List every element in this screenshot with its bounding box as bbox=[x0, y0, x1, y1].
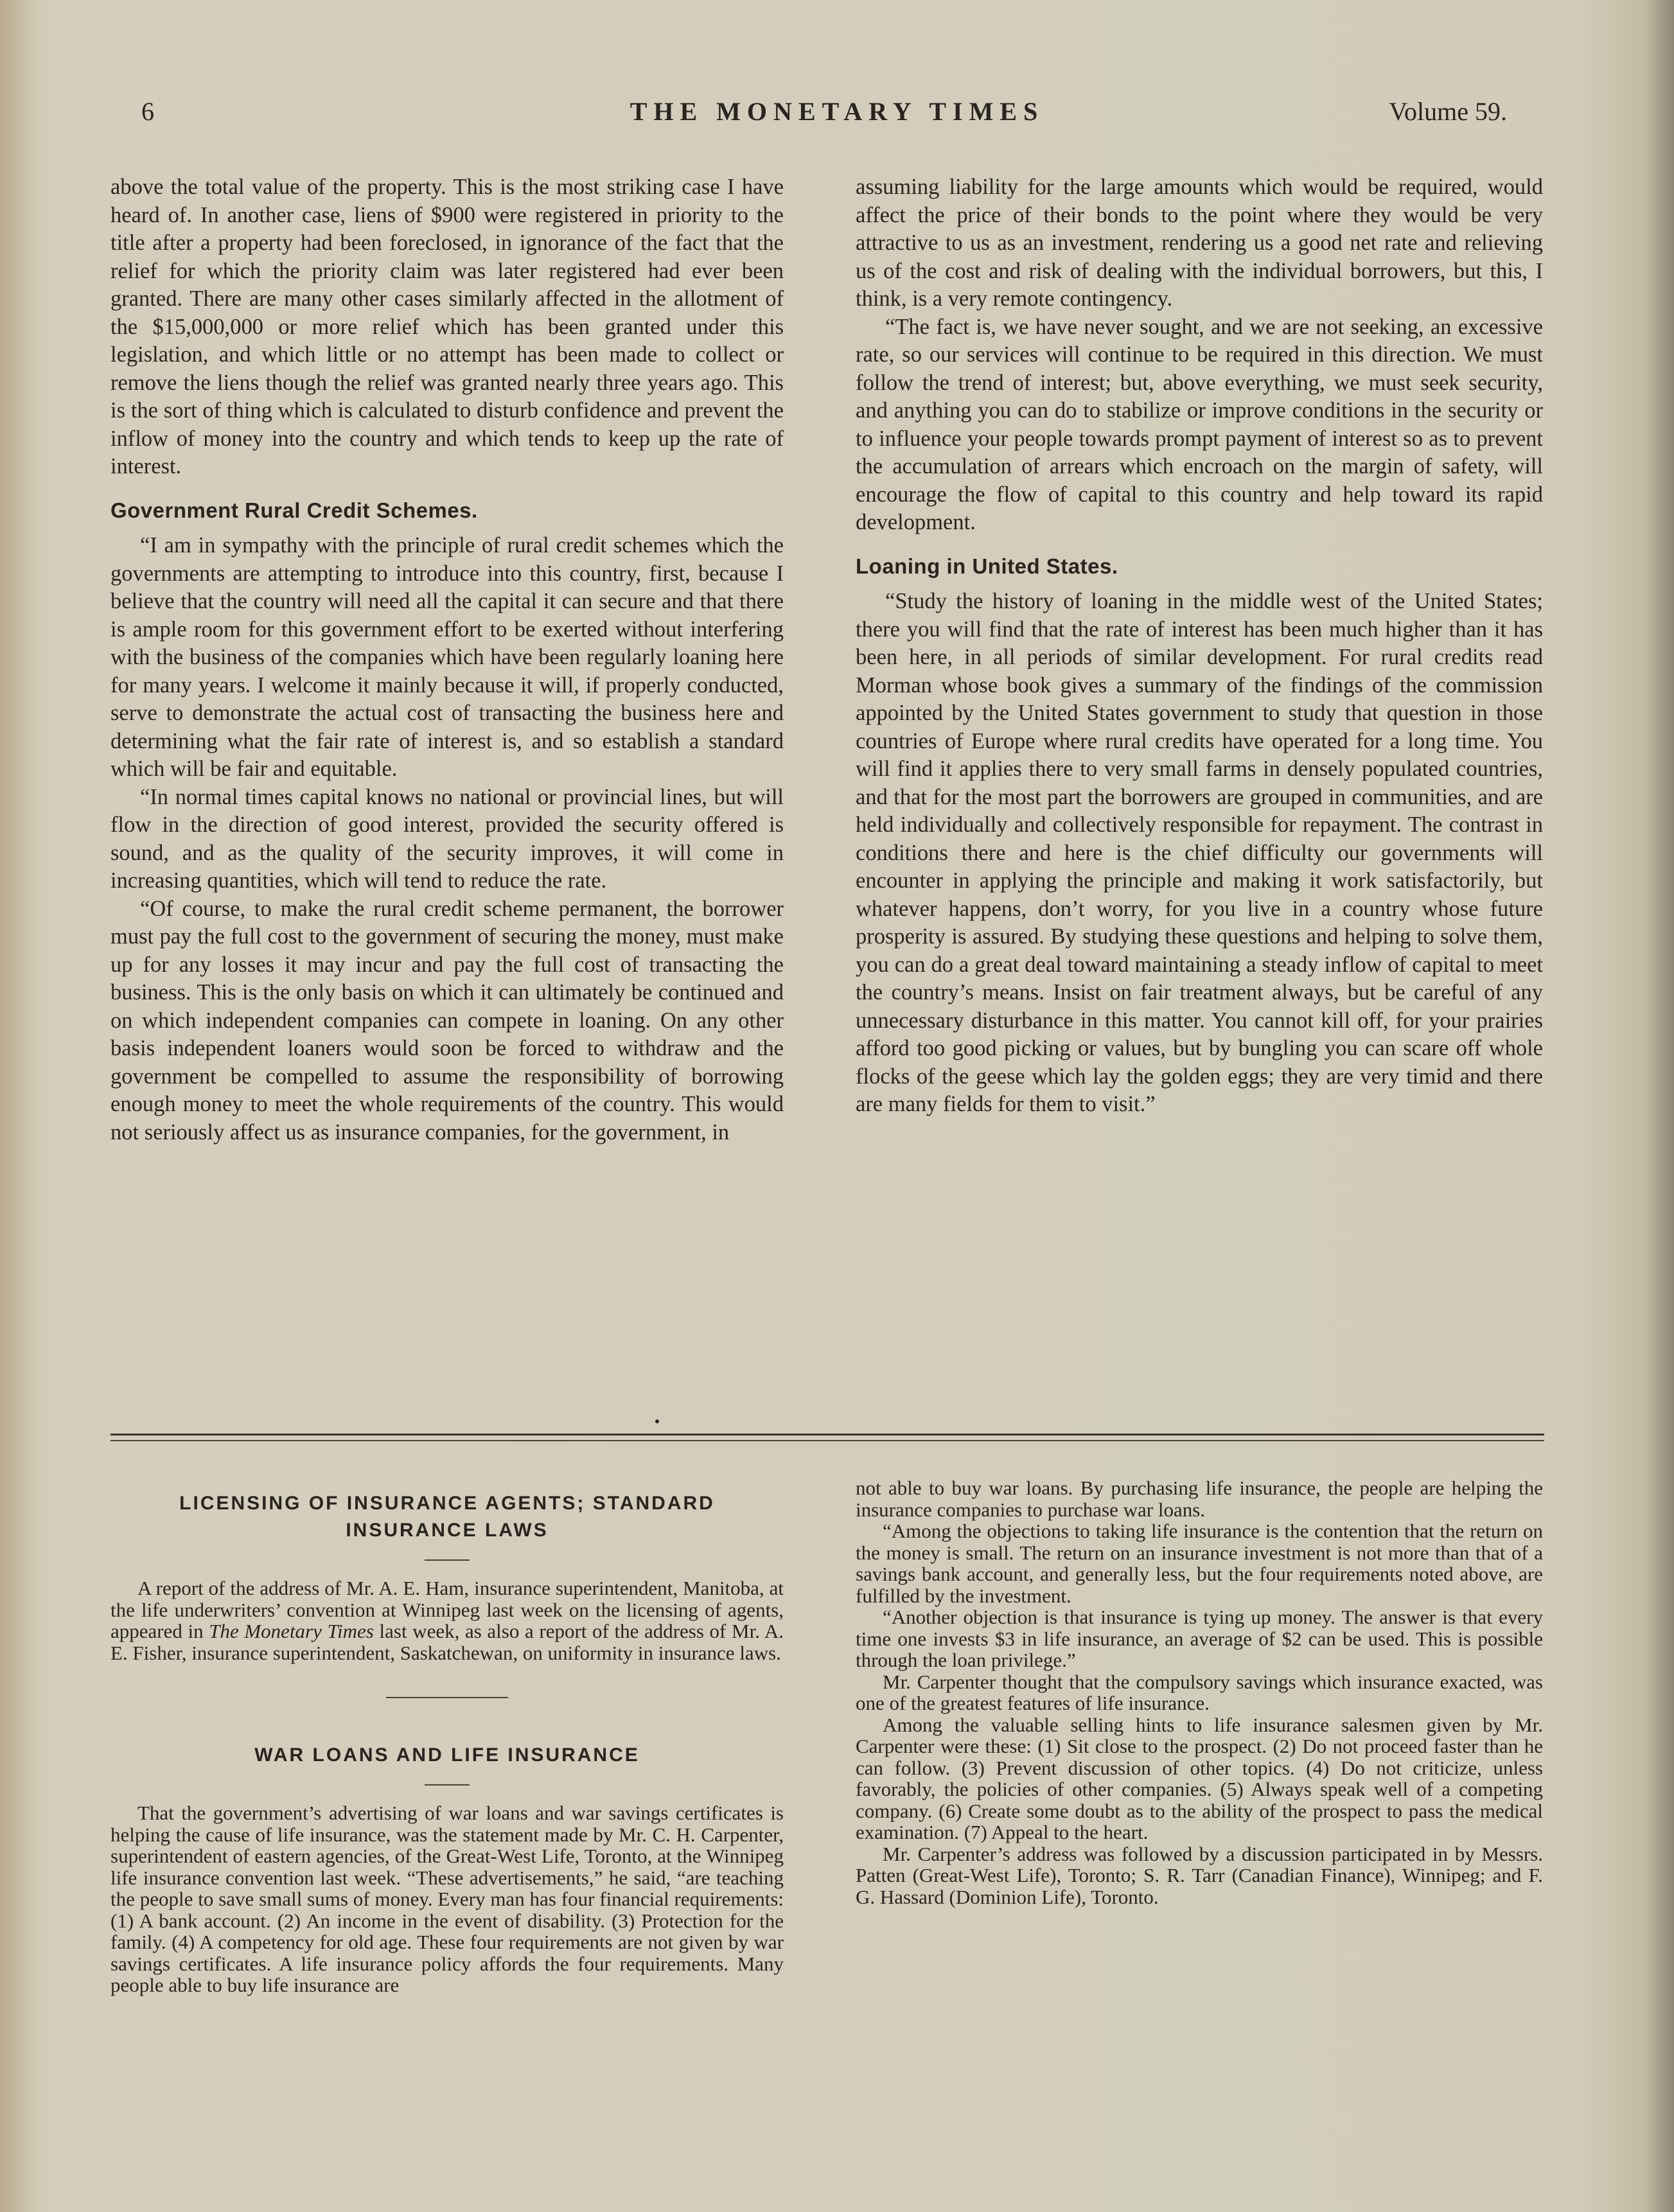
paragraph: “Of course, to make the rural credit scheme permanent, the borrower must pay the full cost to the government of securing the money, must make up for any losses it may incur and pay the full cost of transacting the business. This is the only basis on which it can ultimately be continued and on which independent companies can compete in loaning. On any other basis independent loaners would soon be forced to withdraw and the government be compelled to assume the responsibility of borrowing enough money to meet the whole requirements of the country. This would not seriously affect us as insurance companies, for the government, in bbox=[110, 896, 784, 1145]
paragraph: “In normal times capital knows no national or provincial lines, but will flow in the direction of good interest, provided the security offered is sound, and as the quality of the security improves, it will come in increasing quantities, which will tend to reduce the rate. bbox=[110, 784, 784, 893]
paragraph: A report of the address of Mr. A. E. Ham, insurance superintendent, Manitoba, at the life underwriters’ convention at Winnipeg last week on the licensing of agents, appeared in The Monetary Times last week, as also a report of the address of Mr. A. E. Fisher, insurance superintendent, Saskatchewan, on uniformity in insurance laws. bbox=[110, 1577, 784, 1664]
paragraph: Mr. Carpenter thought that the compulsory savings which insurance exacted, was one of the greatest features of life insurance. bbox=[856, 1670, 1543, 1714]
paragraph: above the total value of the property. This is the most striking case I have heard of. In another case, liens of $900 were registered in priority to the title after a property had been foreclosed, in ignorance of the fact that the relief for which the priority claim was later registered had ever been granted. There are many other cases similarly affected in the allotment of the $15,000,000 or more relief which has been granted under this legislation, and which little or no attempt has been made to collect or remove the liens though the relief was granted nearly three years ago. This is the sort of thing which is calculated to disturb confidence and prevent the inflow of money into the country and which tends to keep up the rate of interest. bbox=[110, 175, 784, 478]
section-divider bbox=[110, 1434, 1544, 1435]
news-column-right bbox=[856, 1477, 1543, 1908]
paragraph: “Another objection is that insurance is tying up money. The answer is that every time one invests $3 in life insurance, an average of $2 can be used. This is possible through the loan privilege.” bbox=[856, 1606, 1543, 1671]
paragraph: “The fact is, we have never sought, and we are not seeking, an excessive rate, so our services will continue to be required in this direction. We must follow the trend of interest; but, above everything, we must seek security, and anything you can do to stabilize or improve conditions in the security or to influence your people towards prompt payment of interest so as to prevent the accumulation of arrears which encroach on the margin of safety, will encourage the flow of capital to this country and help toward its rapid development. bbox=[856, 314, 1543, 534]
volume-label: Volume 59. bbox=[1389, 97, 1507, 126]
paragraph: not able to buy war loans. By purchasing life insurance, the people are helping the insurance companies to purchase war loans. bbox=[856, 1477, 1543, 1521]
heading-rule bbox=[425, 1559, 470, 1561]
article-column-right bbox=[856, 173, 1543, 1119]
section-heading: Government Rural Credit Schemes. bbox=[110, 498, 478, 522]
page-header bbox=[0, 96, 1674, 141]
paragraph: Among the valuable selling hints to life insurance salesmen given by Mr. Carpenter were these: (1) Sit close to the prospect. (2) Do not proceed faster than he can follow. (3) Prevent discussion of other topics. (4) Do not criticize, unless favorably, the policies of other companies. (5) Always speak well of a competing company. (6) Create some doubt as to the ability of the prospect to pass the medical examination. (7) Appeal to the heart. bbox=[856, 1713, 1543, 1843]
section-heading: Loaning in United States. bbox=[856, 554, 1118, 578]
heading-rule bbox=[425, 1784, 470, 1786]
journal-title: THE MONETARY TIMES bbox=[630, 97, 1044, 126]
page-number: 6 bbox=[141, 97, 154, 126]
ink-dot bbox=[655, 1419, 659, 1423]
section-divider bbox=[110, 1440, 1544, 1441]
paragraph: assuming liability for the large amounts which would be required, would affect the price of their bonds to the point where they would be very attractive to us as an investment, rendering us a good net rate and relieving us of the cost and risk of dealing with the individual borrowers, but this, I think, is a very remote contingency. bbox=[856, 175, 1543, 311]
article-column-left bbox=[110, 173, 784, 1146]
news-heading: LICENSING OF INSURANCE AGENTS; STANDARD INSURANCE LAWS bbox=[179, 1493, 715, 1541]
paragraph: “I am in sympathy with the principle of rural credit schemes which the governments are attempting to introduce into this country, first, because I believe that the country will need all the capital it can secure and that there is ample room for this government effort to be exerted without interfering with the business of the companies which have been regularly loaning here for many years. I welcome it mainly because it will, if properly conducted, serve to demonstrate the actual cost of transacting the business here and determining what the fair rate of interest is, and so establish a standard which will be fair and equitable. bbox=[110, 533, 784, 781]
news-column-left bbox=[110, 1477, 784, 1996]
paragraph: That the government’s advertising of war loans and war savings certificates is helping the cause of life insurance, was the statement made by Mr. C. H. Carpenter, superintendent of eastern agencies, of the Great-West Life, Toronto, at the Winnipeg life insurance convention last week. “These advertisements,” he said, “are teaching the people to save small sums of money. Every man has four financial requirements: (1) A bank account. (2) An income in the event of disability. (3) Protection for the family. (4) A competency for old age. These four requirements are not given by war savings certificates. A life insurance policy affords the four requirements. Many people able to buy life insurance are bbox=[110, 1802, 784, 1996]
section-rule bbox=[386, 1697, 508, 1698]
news-heading: WAR LOANS AND LIFE INSURANCE bbox=[254, 1744, 640, 1766]
paragraph: “Among the objections to taking life insurance is the contention that the return on the money is small. The return on an insurance investment is not more than that of a savings bank account, and generally less, but the four requirements noted above, are fulfilled by the investment. bbox=[856, 1520, 1543, 1607]
publication-title: The Monetary Times bbox=[209, 1620, 374, 1642]
paragraph: Mr. Carpenter’s address was followed by a discussion participated in by Messrs. Patten (Great-West Life), Toronto; S. R. Tarr (Canadian Finance), Winnipeg; and F. G. Hassard (Dominion Life), Toronto. bbox=[856, 1842, 1543, 1908]
paragraph: “Study the history of loaning in the middle west of the United States; there you will find that the rate of interest has been much higher than it has been here, in all periods of similar development. For rural credits read Morman whose book gives a summary of the findings of the commission appointed by the United States government to study that question in those countries of Europe where rural credits have operated for a long time. You will find it applies there to very small farms in densely populated countries, and that for the most part the borrowers are grouped in communities, and are held individually and collectively responsible for repayment. The contrast in conditions there and here is the chief difficulty our governments will encounter in applying the principle and making it work satisfactorily, but whatever happens, don’t worry, for you live in a country whose future prosperity is assured. By studying these questions and helping to solve them, you can do a great deal toward maintaining a steady inflow of capital to meet the country’s means. Insist on fair treatment always, but be careful of any unnecessary disturbance in this matter. You cannot kill off, for your prairies afford too good picking or values, but by bungling you can scare off whole flocks of the geese which lay the golden eggs; they are very timid and there are many fields for them to visit.” bbox=[856, 589, 1543, 1116]
